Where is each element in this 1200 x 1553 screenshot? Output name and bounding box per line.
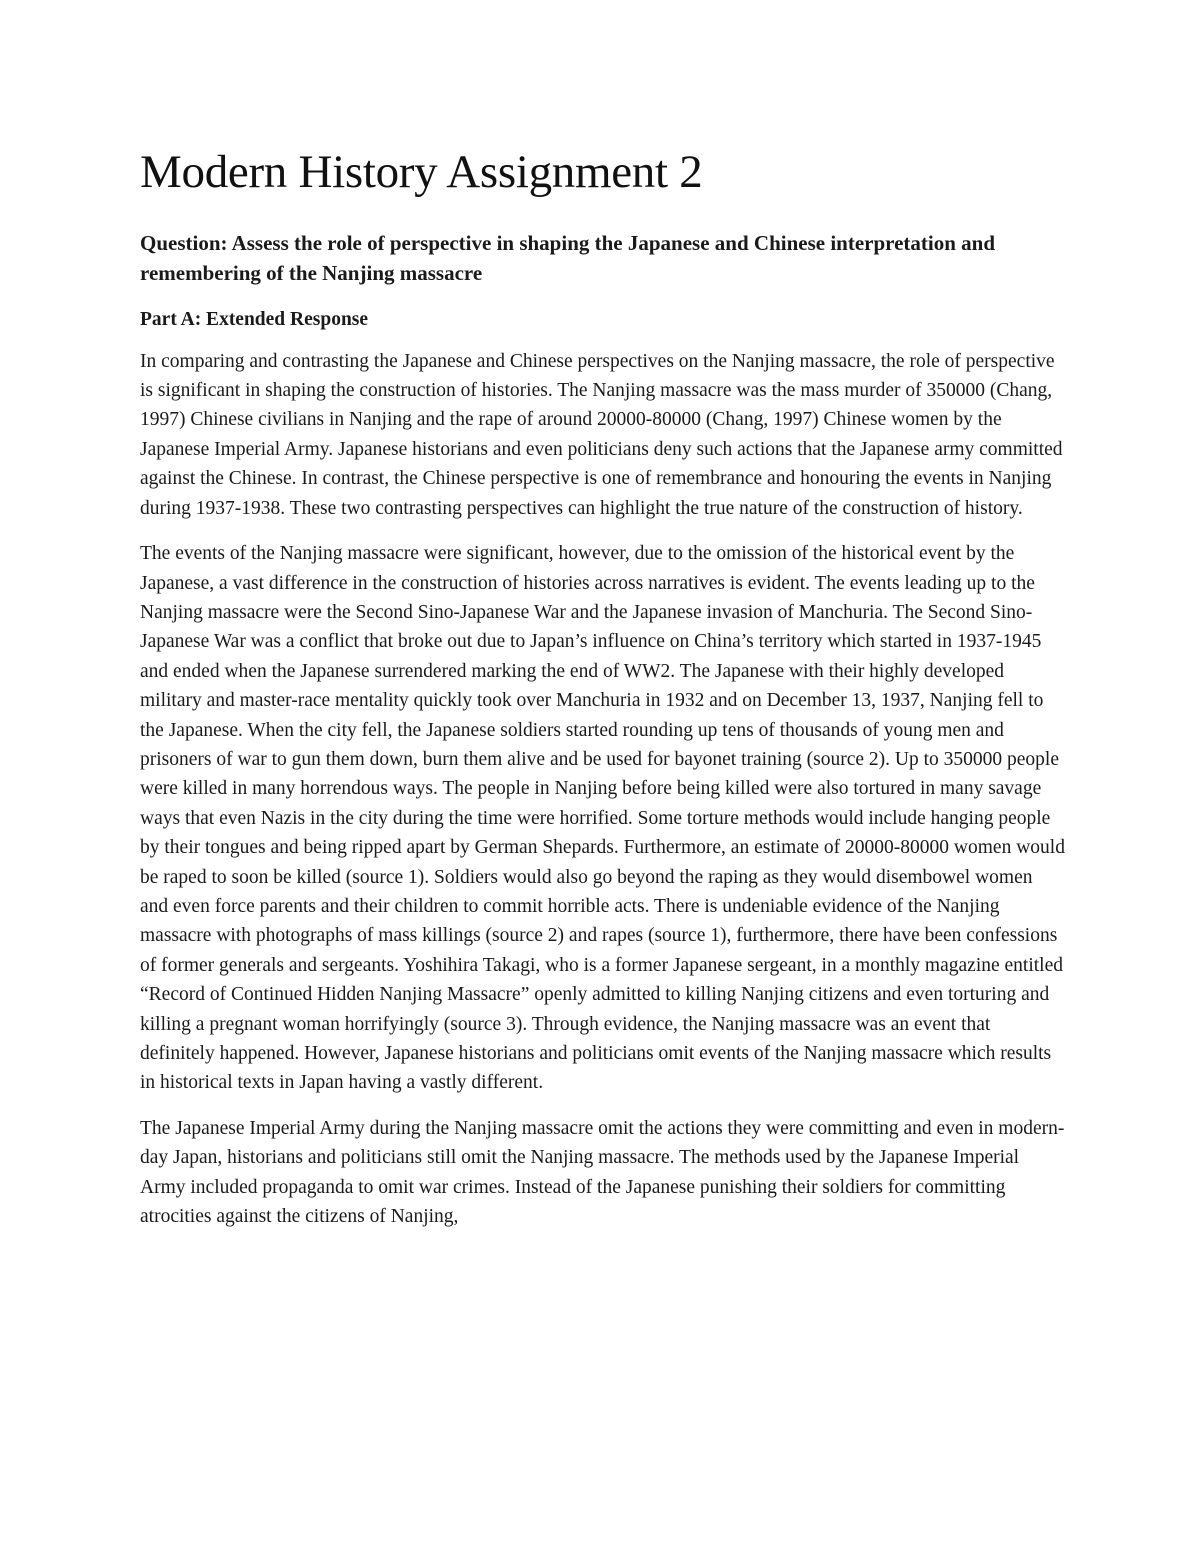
document-title: Modern History Assignment 2 [140,146,703,198]
question-heading: Question: Assess the role of perspective in shaping the Japanese and Chinese interpretation and remembering of the Nanjing massacre [140,231,996,285]
body-paragraph-3: The Japanese Imperial Army during the Nanjing massacre omit the actions they were committing and even in modern-day Japan, historians and politicians still omit the Nanjing massacre. The methods used by the Japanese Imperial Army included propaganda to omit war crimes. Instead of the Japanese punishing their soldiers for committing atrocities against the citizens of Nanjing, [140,1117,1065,1228]
body-paragraph-2: The events of the Nanjing massacre were significant, however, due to the omission of the historical event by the Japanese, a vast difference in the construction of histories across narratives is evident. The events leading up to the Nanjing massacre were the Second Sino-Japanese War and the Japanese invasion of Manchuria. The Second Sino-Japanese War was a conflict that broke out due to Japan’s influence on China’s territory which started in 1937-1945 and ended when the Japanese surrendered marking the end of WW2. The Japanese with their highly developed military and master-race mentality quickly took over Manchuria in 1932 and on December 13, 1937, Nanjing fell to the Japanese. When the city fell, the Japanese soldiers started rounding up tens of thousands of young men and prisoners of war to gun them down, burn them alive and be used for bayonet training (source 2). Up to 350000 people were killed in many horrendous ways. The people in Nanjing before being killed were also tortured in many savage ways that even Nazis in the city during the time were horrified. Some torture methods would include hanging people by their tongues and being ripped apart by German Shepards. Furthermore, an estimate of 20000-80000 women would be raped to soon be killed (source 1). Soldiers would also go beyond the raping as they would disembowel women and even force parents and their children to commit horrible acts. There is undeniable evidence of the Nanjing massacre with photographs of mass killings (source 2) and rapes (source 1), furthermore, there have been confessions of former generals and sergeants. Yoshihira Takagi, who is a former Japanese sergeant, in a monthly magazine entitled “Record of Continued Hidden Nanjing Massacre” openly admitted to killing Nanjing citizens and even torturing and killing a pregnant woman horrifyingly (source 3). Through evidence, the Nanjing massacre was an event that definitely happened. However, Japanese historians and politicians omit events of the Nanjing massacre which results in historical texts in Japan having a vastly different. [140,543,1065,1094]
part-a-heading: Part A: Extended Response [140,308,369,330]
body-paragraph-1: In comparing and contrasting the Japanese and Chinese perspectives on the Nanjing massacre, the role of perspective is significant in shaping the construction of histories. The Nanjing massacre was the mass murder of 350000 (Chang, 1997) Chinese civilians in Nanjing and the rape of around 20000-80000 (Chang, 1997) Chinese women by the Japanese Imperial Army. Japanese historians and even politicians deny such actions that the Japanese army committed against the Chinese. In contrast, the Chinese perspective is one of remembrance and honouring the events in Nanjing during 1937-1938. These two contrasting perspectives can highlight the true nature of the construction of history. [140,350,1063,519]
document-page [140,145,1065,1247]
